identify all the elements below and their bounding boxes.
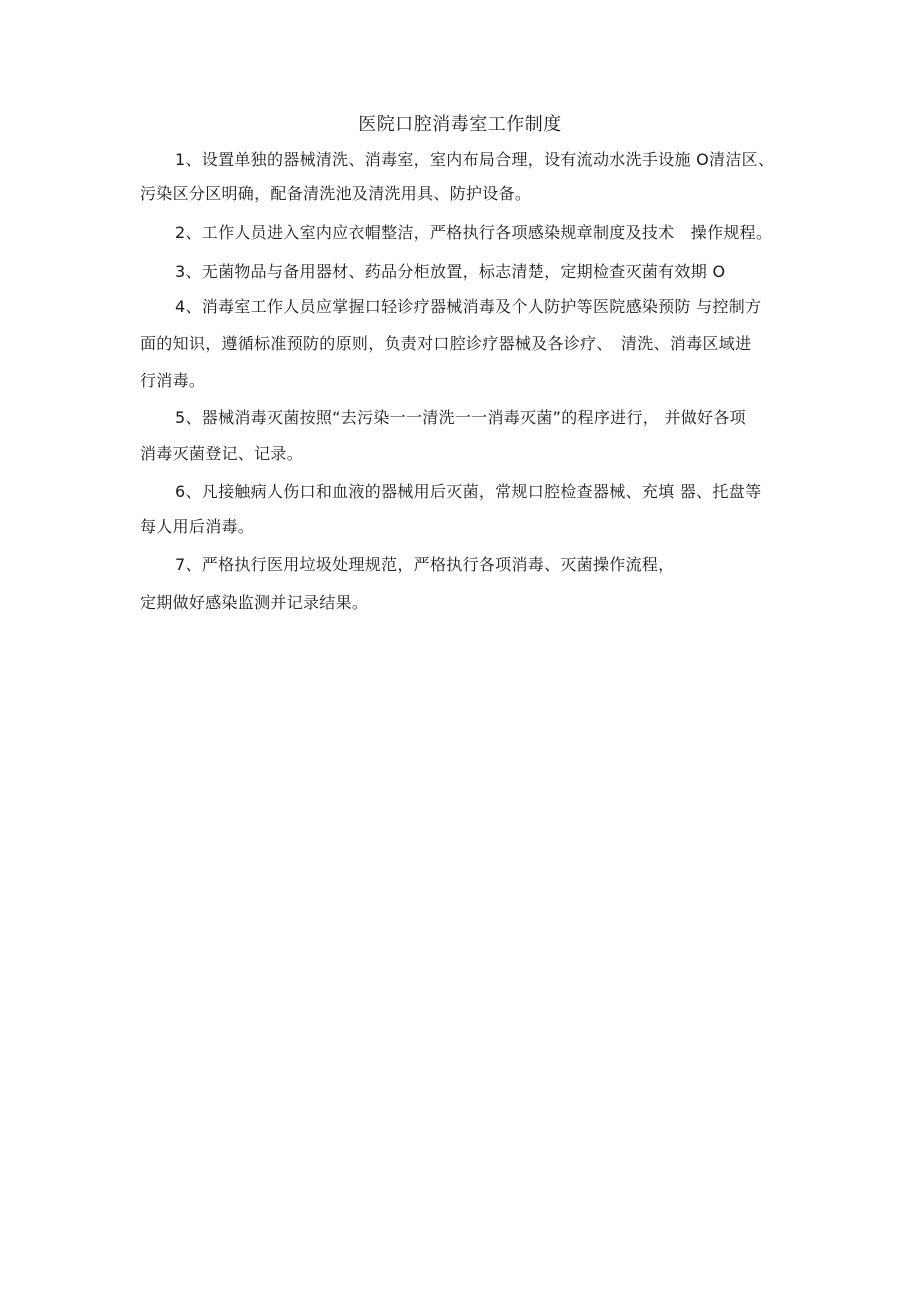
rule-3-line-1: 3、无菌物品与备用器材、药品分柜放置，标志清楚，定期检查灭菌有效期 O	[175, 262, 726, 281]
document-title: 医院口腔消毒室工作制度	[358, 114, 562, 135]
rule-5-line-1: 5、器械消毒灭菌按照“去污染一一清洗一一消毒灭菌”的程序进行， 并做好各项	[175, 408, 746, 427]
rule-4-line-1: 4、消毒室工作人员应掌握口轻诊疗器械消毒及个人防护等医院感染预防 与控制方	[175, 297, 762, 316]
rule-7-line-2: 定期做好感染监测并记录结果。	[140, 593, 369, 612]
rule-4-line-3: 行消毒。	[140, 371, 206, 390]
rule-4-line-2: 面的知识，遵循标准预防的原则，负责对口腔诊疗器械及各诊疗、 清洗、消毒区域进	[140, 334, 752, 353]
rule-2-line-1: 2、工作人员进入室内应衣帽整洁，严格执行各项感染规章制度及技术 操作规程。	[175, 223, 773, 242]
rule-6-line-1: 6、凡接触病人伤口和血液的器械用后灭菌，常规口腔检查器械、充填 器、托盘等	[175, 482, 762, 501]
rule-1-line-1: 1、设置单独的器械清洗、消毒室，室内布局合理，设有流动水洗手设施 O清洁区、	[175, 150, 775, 169]
rule-7-line-1: 7、严格执行医用垃圾处理规范，严格执行各项消毒、灭菌操作流程，	[175, 555, 675, 574]
rule-6-line-2: 每人用后消毒。	[140, 517, 255, 536]
rule-5-line-2: 消毒灭菌登记、记录。	[140, 444, 304, 463]
rule-1-line-2: 污染区分区明确，配备清洗池及清洗用具、防护设备。	[140, 184, 532, 203]
